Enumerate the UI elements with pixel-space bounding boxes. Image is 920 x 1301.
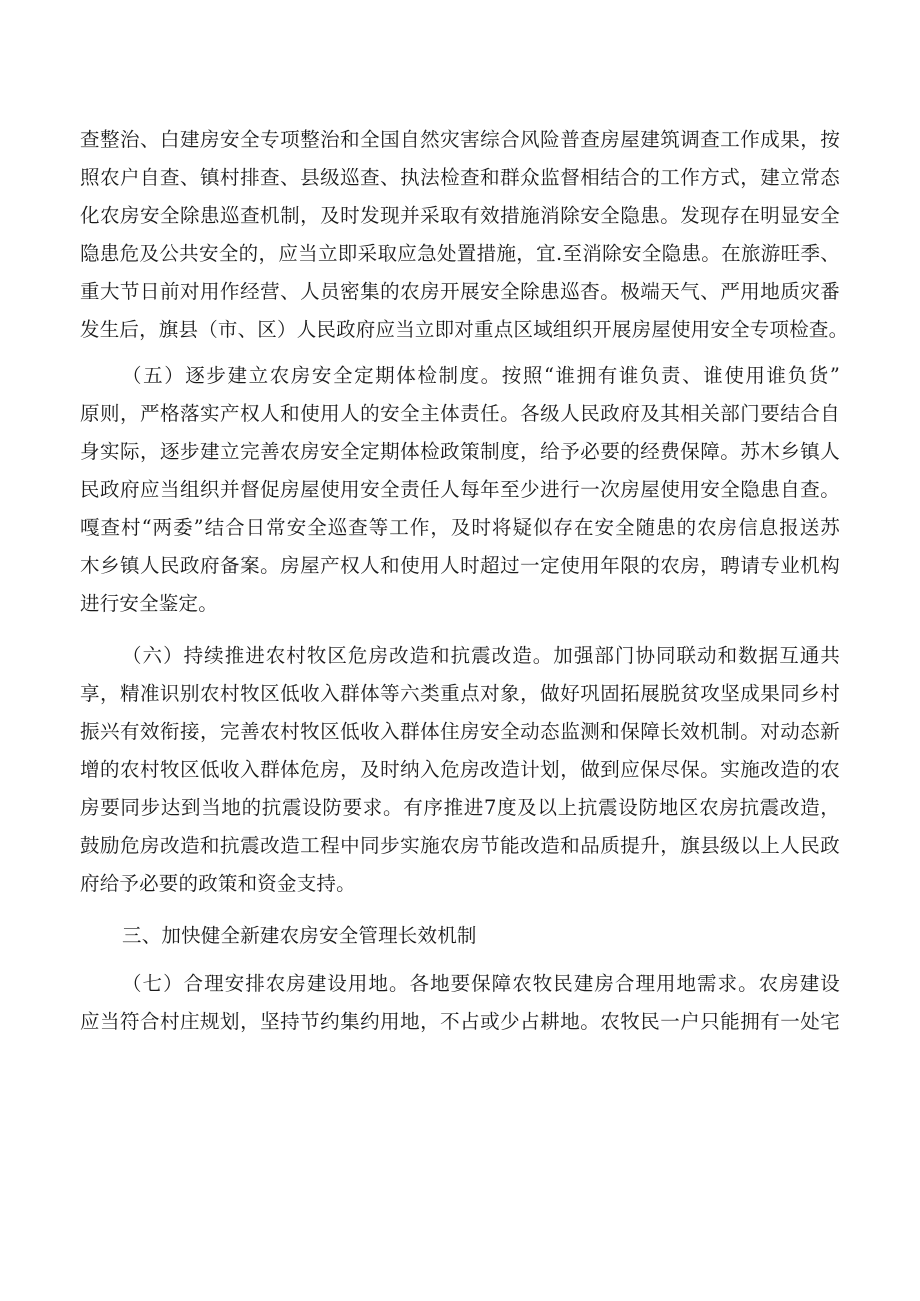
section-heading: 三、加快健全新建农房安全管理长效机制 <box>122 924 477 947</box>
text-line: 府给予必要的政策和资金支持。 <box>80 872 356 895</box>
text-line: 查整治、白建房安全专项整治和全国自然灾害综合风险普查房屋建筑调查工作成果，按 <box>80 128 840 151</box>
text-line: 嘎查村“两委”结合日常安全巡查等工作，及时将疑似存在安全随患的农房信息报送苏 <box>80 516 840 539</box>
text-line: （五）逐步建立农房安全定期体检制度。按照“谁拥有谁负责、谁使用谁负货” <box>122 364 840 387</box>
text-line: 重大节日前对用作经营、人员密集的农房开展安全除患巡杳。极端天气、严用地质灾番 <box>80 280 840 303</box>
section-heading-3 <box>80 917 840 955</box>
document-page <box>80 121 849 1041</box>
text-line: 发生后，旗县（市、区）人民政府应当立即对重点区域组织开展房屋使用安全专项检查。 <box>80 318 849 341</box>
text-line: 鼓励危房改造和抗震改造工程中同步实施农房节能改造和品质提升，旗县级以上人民政 <box>80 834 840 857</box>
text-line: 民政府应当组织并督促房屋使用安全责任人每年至少进行一次房屋使用安全隐患自查。 <box>80 478 840 501</box>
paragraph-continuation <box>80 121 849 349</box>
paragraph-6 <box>80 637 840 903</box>
text-line: 增的农村牧区低收入群体危房，及时纳入危房改造计划，做到应保尽保。实施改造的农 <box>80 758 840 781</box>
text-line: 进行安全鉴定。 <box>80 592 218 615</box>
text-line: 化农房安全除患巡查机制，及时发现并采取有效措施消除安全隐患。发现存在明显安全 <box>80 204 840 227</box>
text-line: 房要同步达到当地的抗震设防要求。有序推进7度及以上抗震设防地区农房抗震改造， <box>80 796 840 819</box>
text-line: 木乡镇人民政府备案。房屋产权人和使用人时超过一定使用年限的农房，聘请专业机构 <box>80 554 840 577</box>
text-line: 原则，严格落实产权人和使用人的安全主体责任。各级人民政府及其相关部门要结合自 <box>80 402 840 425</box>
paragraph-5 <box>80 357 840 623</box>
text-line: （七）合理安排农房建设用地。各地要保障农牧民建房合理用地需求。农房建设 <box>122 972 840 995</box>
text-line: 应当符合村庄规划，坚持节约集约用地，不占或少占耕地。农牧民一户只能拥有一处宅 <box>80 1010 840 1033</box>
text-line: 身实际，逐步建立完善农房安全定期体检政策制度，给予必要的经费保障。苏木乡镇人 <box>80 440 840 463</box>
text-line: 振兴有效衔接，完善农村牧区低收入群体住房安全动态监测和保障长效机制。对动态新 <box>80 720 840 743</box>
text-line: 照农户自查、镇村排查、县级巡查、执法检查和群众监督相结合的工作方式，建立常态 <box>80 166 840 189</box>
text-line: 享，精准识别农村牧区低收入群体等六类重点对象，做好巩固拓展脱贫攻坚成果同乡村 <box>80 682 840 705</box>
paragraph-7 <box>80 965 840 1041</box>
text-line: （六）持续推进农村牧区危房改造和抗震改造。加强部门协同联动和数据互通共 <box>122 644 840 667</box>
text-line: 隐患危及公共安全的，应当立即采取应急处置措施，宜.至消除安全隐患。在旅游旺季、 <box>80 242 840 265</box>
